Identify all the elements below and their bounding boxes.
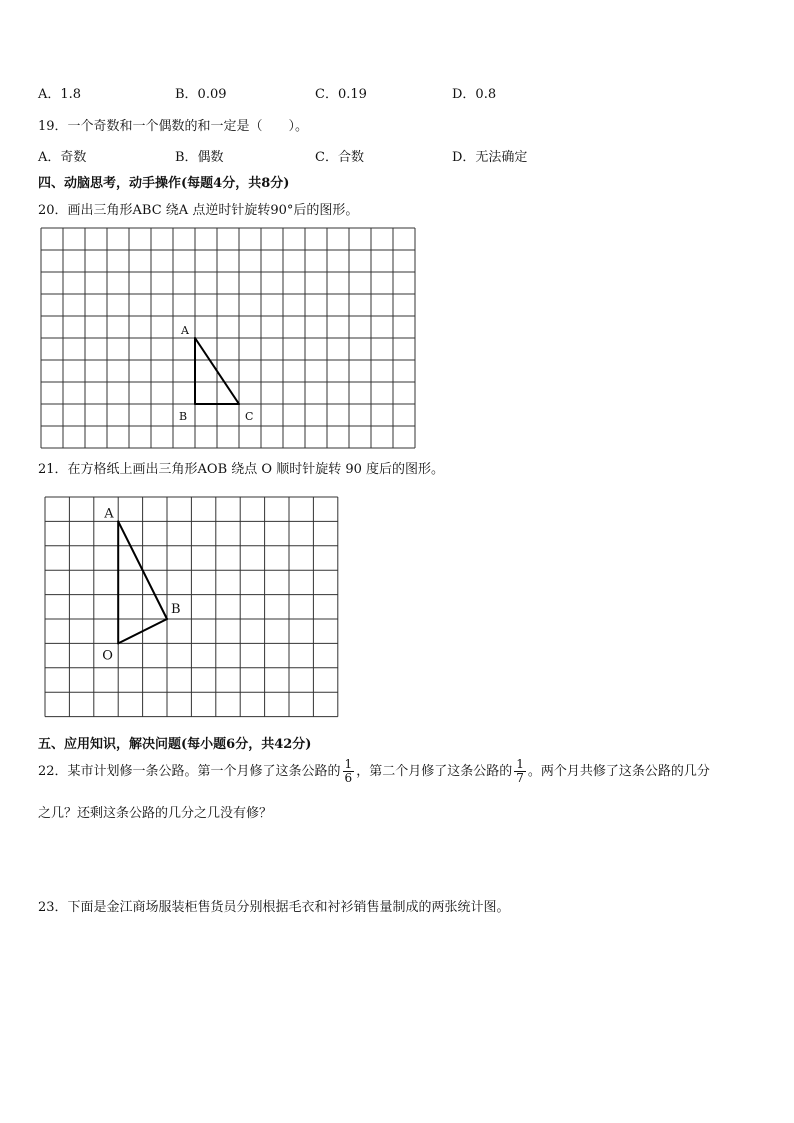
q20-text: 20．画出三角形ABC 绕A 点逆时针旋转90°后的图形。 <box>38 203 359 218</box>
vertex-label-o: O <box>102 648 113 664</box>
q19-option-c[interactable]: C．合数 <box>315 150 364 165</box>
q19-options <box>38 146 758 164</box>
q22-fraction-1-numerator: 1 <box>344 757 353 771</box>
q22-text-part3: 。两个月共修了这条公路的几分 <box>527 764 710 779</box>
q22-fraction-2-numerator: 1 <box>516 757 524 771</box>
q19-option-d[interactable]: D．无法确定 <box>452 150 528 165</box>
q18-option-c[interactable]: C．0.19 <box>315 87 367 102</box>
q22-text-part1: 22．某市计划修一条公路。第一个月修了这条公路的 <box>38 764 341 779</box>
q22-line1 <box>38 757 710 787</box>
q22-fraction-2-denominator: 7 <box>516 771 524 785</box>
q18-options <box>38 83 758 101</box>
q18-option-d[interactable]: D．0.8 <box>452 87 497 102</box>
vertex-label-a: A <box>181 324 189 337</box>
vertex-label-a: A <box>104 506 114 522</box>
q21-text: 21．在方格纸上画出三角形AOB 绕点 O 顺时针旋转 90 度后的图形。 <box>38 462 445 477</box>
vertex-label-c: C <box>245 410 254 423</box>
q23-text: 23．下面是金江商场服装柜售货员分别根据毛衣和衬衫销售量制成的两张统计图。 <box>38 900 510 915</box>
q22-fraction-1-denominator: 6 <box>344 771 353 785</box>
q22-line2: 之几？还剩这条公路的几分之几没有修？ <box>38 806 273 821</box>
section4-title: 四、动脑思考，动手操作(每题4分，共8分) <box>38 176 290 191</box>
q19-text: 19．一个奇数和一个偶数的和一定是（ ）。 <box>38 119 309 134</box>
q20-grid[interactable] <box>41 228 418 442</box>
vertex-label-b: B <box>179 410 188 423</box>
q22-fraction-1 <box>343 758 355 785</box>
vertex-label-b: B <box>171 602 181 617</box>
q19-option-a[interactable]: A．奇数 <box>38 150 87 165</box>
q18-option-b[interactable]: B．0.09 <box>175 87 227 102</box>
q21-grid[interactable] <box>45 497 341 719</box>
q19-option-b[interactable]: B．偶数 <box>175 150 224 165</box>
section5-title: 五、应用知识，解决问题(每小题6分，共42分) <box>38 737 312 752</box>
q18-option-a[interactable]: A．1.8 <box>38 87 82 102</box>
q22-text-part2: ，第二个月修了这条公路的 <box>356 764 513 779</box>
q22-fraction-2 <box>514 758 526 785</box>
